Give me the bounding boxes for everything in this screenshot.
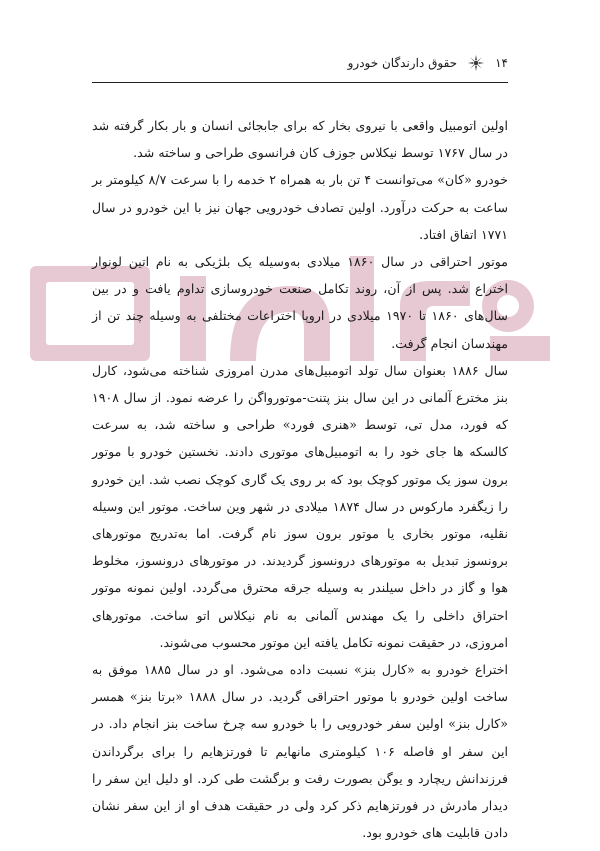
paragraph: اولین اتومبیل واقعی با نیروی بخار که برای جابجائی انسان و بار بکار گرفته شد در سال ۱۷۶۷ توسط نیکلاس جوزف کان فرانسوی طراحی و ساخته شد.: [92, 118, 508, 161]
header-divider: [92, 82, 508, 83]
page-number: ۱۴: [495, 56, 508, 70]
page-header: [92, 52, 508, 74]
paragraph: اختراع خودرو به «کارل بنز» نسبت داده می‌شود. او در سال ۱۸۸۵ موفق به ساخت اولین خودرو با موتور احتراقی گردید. در سال ۱۸۸۸ «برتا بنز» همسر «کارل بنز» اولین سفر خودرویی را با خودرو سه چرخ ساخت بنز انجام داد. در این سفر او فاصله ۱۰۶ کیلومتری مانهایم تا فورتزهایم را برای برگرداندن فرزندانش ریچارد و یوگن بصورت رفت و برگشت طی کرد. او دلیل این سفر را دیدار مادرش در فورتزهایم ذکر کرد ولی در حقیقت هدف او از این سفر نشان دادن قابلیت های خودرو بود.: [92, 662, 509, 841]
paragraph: سال ۱۸۸۶ بعنوان سال تولد اتومبیل‌های مدرن امروزی شناخته می‌شود، کارل بنز مخترع آلمانی در این سال بنز پتنت-موتورواگن را عرضه نمود. از سال ۱۹۰۸ که فورد، مدل تی، توسط «هنری فورد» طراحی و ساخته شد، به سرعت کالسکه ها جای خود را به اتومبیل‌های موتوری دادند. نخستین خودرو با موتور برون سوز یک موتور کوچک بود که بر روی یک گاری کوچک نصب شد. این خودرو را زیگفرد مارکوس در سال ۱۸۷۴ میلادی در شهر وین ساخت. موتور این وسیله نقلیه، موتور بخاری یا موتور برون سوز نام گرفت. اما به‌تدریج موتورهای برونسوز تبدیل به موتورهای درونسوز گردیدند. در موتورهای درونسوز، مخلوط هوا و گاز در داخل سیلندر به وسیله جرقه محترق می‌گردد. اولین نمونه موتور احتراق داخلی را یک مهندس آلمانی به نام نیکلاس اتو ساخت. موتورهای امروزی، در حقیقت نمونه تکامل یافته این موتور محسوب می‌شوند.: [92, 362, 508, 650]
paragraph: خودرو «کان» می‌توانست ۴ تن بار به همراه ۲ خدمه را با سرعت ۸/۷ کیلومتر بر ساعت به حرکت درآورد. اولین تصادف خودرویی جهان نیز با این خودرو در سال ۱۷۷۱ اتفاق افتاد.: [92, 172, 508, 242]
publisher-logo-icon: [467, 54, 485, 72]
paragraph: موتور احتراقی در سال ۱۸۶۰ میلادی به‌وسیله یک بلژیکی به نام اتین لونوار اختراع شد. پس از آن، روند تکامل صنعت خودروسازی تداوم یافت و در بین سال‌های ۱۸۶۰ تا ۱۹۷۰ میلادی در اروپا اختراعات مختلفی به وسیله چند تن از مهندسان انجام گرفت.: [92, 254, 508, 351]
body-text: [92, 112, 508, 846]
running-title: حقوق دارندگان خودرو: [347, 56, 458, 70]
